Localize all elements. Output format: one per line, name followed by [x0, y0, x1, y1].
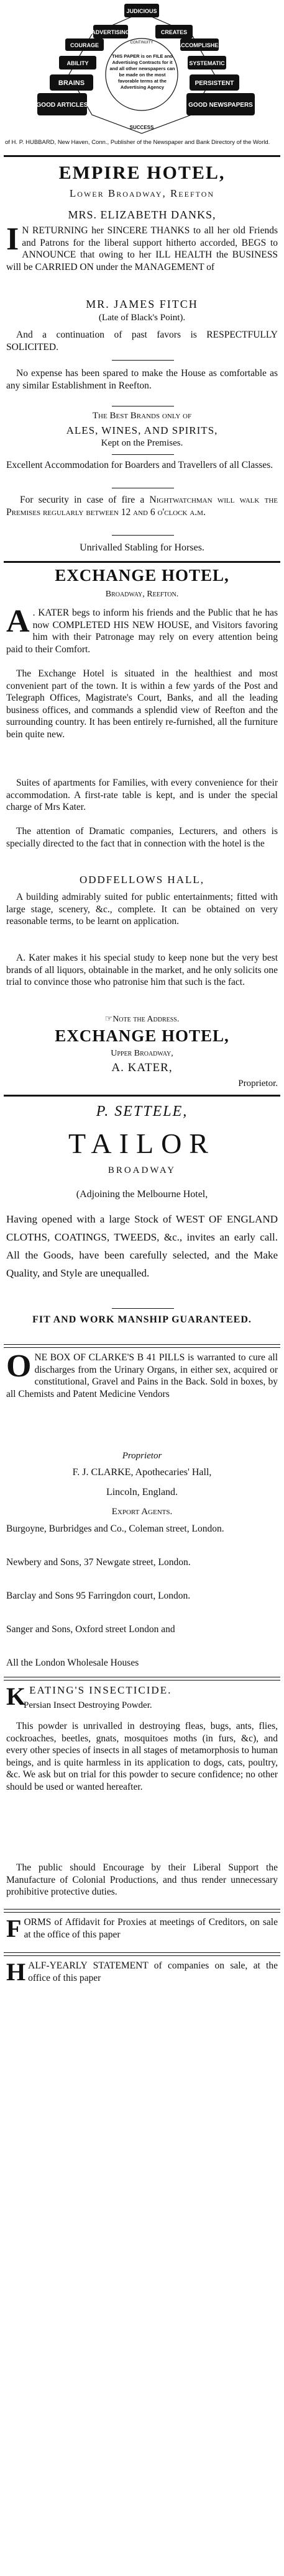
empire-brands-a: The Best Brands only of [92, 411, 192, 421]
exchange-p5: A building admirably suited for public entertainments; fitted with large stage, scenery, &c., complete. It can be obtained on very reasonable terms, to be learnt on application. [6, 892, 278, 927]
empire-stabling: Unrivalled Stabling for Horses. [80, 542, 204, 553]
forms-ad: FORMS of Affidavit for Proxies at meetings of Creditors, on sale at the office of this paper [6, 1914, 278, 1942]
empire-manager: MR. JAMES FITCH [86, 298, 198, 310]
wheel-word: SYSTEMATIC [189, 60, 225, 66]
clarke-agents: Export Agents. [111, 1507, 173, 1517]
clarke-agent: Barclay and Sons 95 Farringdon court, London. [6, 1591, 191, 1601]
exchange-location-2: Upper Broadway, [111, 1049, 173, 1058]
clarke-agent: Newbery and Sons, 37 Newgate street, London. [6, 1557, 191, 1568]
divider [4, 1095, 280, 1097]
empire-accommodation: Excellent Accommodation for Boarders and Travellers of all Classes. [6, 460, 273, 470]
wheel-word: ABILITY [66, 60, 89, 66]
divider [112, 1308, 174, 1309]
empire-title: EMPIRE HOTEL, [58, 163, 226, 183]
exchange-title-2: EXCHANGE HOTEL, [55, 1026, 229, 1045]
exchange-p1: A . KATER begs to inform his friends and the Public that he has now COMPLETED HIS NEW HOUSE, and Visitors favoring him with their Patronage may rely on every attention being paid to their Comfort. [6, 604, 278, 655]
wheel-word: CREATES [160, 29, 188, 35]
empire-manager-note: (Late of Black's Point). [98, 313, 186, 323]
empire-expense: No expense has been spared to make the House as comfortable as any similar Establishment in Reefton. [6, 368, 278, 391]
exchange-title: EXCHANGE HOTEL, [55, 566, 229, 585]
empire-continuation: And a continuation of past favors is RESPECTFULLY SOLICITED. [6, 330, 278, 352]
clarke-body: ONE BOX OF CLARKE'S B 41 PILLS is warranted to cure all discharges from the Urinary Organs, in either sex, acquired or constitutional, Gravel and Pains in the Back. Sold in boxes, by all Chemists and Patent Medicine Vendors [6, 1349, 278, 1399]
wheel-word: ADVERTISING [91, 29, 130, 35]
wheel-word: PERSISTENT [195, 80, 234, 87]
exchange-signature: A. KATER, [111, 1061, 173, 1074]
clarke-agent: Burgoyne, Burbridges and Co., Coleman street, London. [6, 1524, 224, 1534]
divider [4, 1909, 280, 1913]
advertising-wheel-ad [0, 0, 284, 155]
exchange-p6: A. Kater makes it his special study to keep none but the very best brands of all liquors, obtainable in the market, and he only solicits one trial to convince those who patronise him that such is the fact. [6, 953, 278, 987]
keating-title: KEATING'S INSECTICIDE. [6, 1682, 172, 1710]
wheel-footer: of H. P. HUBBARD, New Haven, Conn., Publisher of the Newspaper and Bank Directory of the World. [5, 139, 270, 146]
empire-brands-c: Kept on the Premises. [101, 438, 183, 448]
divider [4, 561, 280, 563]
clarke-proprietor-label: Proprietor [122, 1451, 162, 1461]
wheel-word: GOOD NEWSPAPERS [188, 102, 253, 109]
exchange-note: ☞Note the Address. [104, 1015, 180, 1024]
clarke-name: F. J. CLARKE, Apothecaries' Hall, [72, 1467, 212, 1478]
tailor-title: TAILOR [68, 1128, 216, 1159]
keating-body-2: The public should Encourage by their Liberal Support the Manufacture of Colonial Productions, and thus render unnecessary prohibitive protective duties. [6, 1862, 278, 1897]
empire-proprietress: MRS. ELIZABETH DANKS, [68, 209, 216, 221]
empire-fire: For security in case of fire a Nightwatchman will walk the Premises regularly between 12 and 6 o'clock a.m. [6, 495, 278, 518]
exchange-p3: Suites of apartments for Families, with every convenience for their accommodation. A first-rate table is kept, and is under the special charge of Mrs Kater. [6, 778, 278, 812]
empire-location: Lower Broadway, Reefton [69, 187, 215, 199]
wheel-word: GOOD ARTICLES [36, 102, 88, 109]
tailor-fit: FIT AND WORK MANSHIP GUARANTEED. [32, 1314, 252, 1325]
divider [4, 1344, 280, 1348]
keating-body: This powder is unrivalled in destroying fleas, bugs, ants, flies, cockroaches, beetles, gnats, mosquitoes moths (in furs, &c), and every other species of insects in all stages of metamorphosis to human beings, and is quite harmless in its application to dogs, cats, poultry, &c. We ask but on trial for this powder to secure confidence; no other should be used or wanted hereafter. [6, 1721, 278, 1792]
wheel-word: JUDICIOUS [126, 8, 157, 14]
wheel-word: ACCOMPLISHES [176, 42, 222, 48]
wheel-word: COURAGE [70, 42, 99, 48]
divider [112, 535, 174, 536]
exchange-role: Proprietor. [238, 1079, 278, 1088]
tailor-name: P. SETTELE, [96, 1103, 188, 1120]
divider [4, 155, 280, 157]
wheel-word: BRAINS [58, 79, 85, 87]
exchange-hall: ODDFELLOWS HALL, [79, 874, 205, 886]
divider [112, 454, 174, 455]
tailor-location: BROADWAY [108, 1165, 176, 1175]
half-yearly-ad: HALF-YEARLY STATEMENT of companies on sale, at the office of this paper [6, 1958, 278, 1986]
divider [4, 1677, 280, 1681]
exchange-p4: The attention of Dramatic companies, Lecturers, and others is specially directed to the fact that in connection with the hotel is the [6, 826, 278, 849]
empire-body: I N RETURNING her SINCERE THANKS to all her old Friends and Patrons for the liberal support hitherto accorded, BEGS to ANNOUNCE that owing to her ILL HEALTH the BUSINESS will be CARRIED ON under the MANAGEMENT of [6, 222, 278, 272]
exchange-p2: The Exchange Hotel is situated in the healthiest and most convenient part of the town. It is within a few yards of the Post and Telegraph Offices, Magistrate's Court, Banks, and all the leading business offices, and commands a splendid view of Reefton and the surrounding country. It has been entirely re-furnished, all the furniture bein quite new. [6, 668, 278, 740]
divider [4, 1952, 280, 1956]
wheel-word: SUCCESS [129, 125, 154, 130]
keating-subtitle: Persian Insect Destroying Powder. [24, 1700, 152, 1710]
tailor-adjoining: (Adjoining the Melbourne Hotel, [76, 1189, 208, 1200]
wheel-center-text: THIS PAPER is on FILE and Advertising Contracts for it and all other newspapers can be made on the most favorable terms at the Advertising Agency [109, 53, 175, 90]
clarke-agent: All the London Wholesale Houses [6, 1658, 139, 1668]
exchange-location: Broadway, Reefton. [105, 590, 179, 599]
tailor-body: Having opened with a large Stock of WEST OF ENGLAND CLOTHS, COATINGS, TWEEDS, &c., invites an early call. All the Goods, have been carefully selected, and the Make Quality, and Style are unequalled. [6, 1213, 278, 1279]
clarke-city: Lincoln, England. [106, 1487, 178, 1497]
wheel-word: CONTINUITY [130, 41, 153, 45]
empire-brands-b: ALES, WINES, AND SPIRITS, [66, 424, 218, 436]
divider [112, 360, 174, 361]
clarke-agent: Sanger and Sons, Oxford street London and [6, 1624, 175, 1635]
